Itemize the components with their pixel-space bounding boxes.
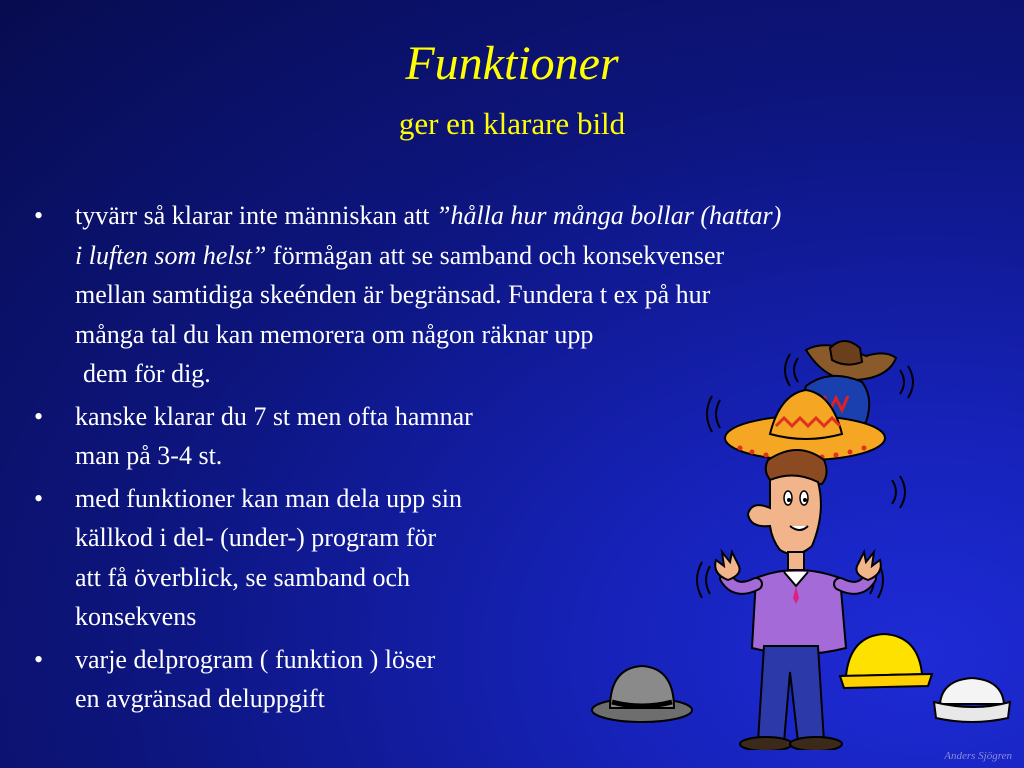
bullet-text: att få överblick, se samband och (75, 562, 410, 592)
bullet-symbol: • (34, 401, 44, 431)
bullet-symbol: • (34, 201, 44, 230)
bullet-text: dem för dig. (83, 359, 211, 388)
bullet-text: en avgränsad deluppgift (75, 684, 325, 713)
bullet-text: kanske klarar du 7 st men ofta hamnar (75, 401, 473, 431)
cowboy-hat-icon (806, 341, 896, 380)
bullet-text-italic: i luften som helst” (75, 240, 267, 270)
bullet-text: många tal du kan memorera om någon räknar upp (75, 319, 594, 349)
juggling-hats-clipart (580, 330, 1024, 750)
bullet-text: med funktioner kan man dela upp sin (75, 483, 463, 513)
bullet-line (75, 275, 1010, 315)
hard-hat-icon (840, 634, 932, 688)
bullet-text: varje delprogram ( funktion ) löser (75, 644, 436, 674)
sailor-hat-icon (934, 678, 1010, 722)
bullet-text: konsekvens (75, 602, 197, 631)
bullet-text: förmågan att se samband och konsekvenser (266, 240, 725, 270)
bullet-symbol: • (34, 483, 44, 513)
bullet-text: tyvärr så klarar inte människan att (75, 201, 436, 230)
bowler-hat-icon (592, 666, 692, 722)
bullet-text: källkod i del- (under-) program för (75, 523, 437, 552)
slide-subtitle: ger en klarare bild (398, 106, 626, 141)
bullet-symbol: • (34, 644, 44, 674)
bullet-text: mellan samtidiga skeénden är begränsad. Fundera t ex på hur (75, 280, 711, 309)
bullet-line (75, 196, 1010, 236)
bullet-line (75, 236, 1010, 276)
bullet-text: man på 3-4 st. (75, 441, 223, 470)
author-credit: Anders Sjögren (944, 750, 1012, 762)
juggling-man-icon (715, 450, 881, 750)
slide-title: Funktioner (405, 37, 619, 90)
bullet-text-italic: ”hålla hur många bollar (hattar) (435, 201, 782, 230)
